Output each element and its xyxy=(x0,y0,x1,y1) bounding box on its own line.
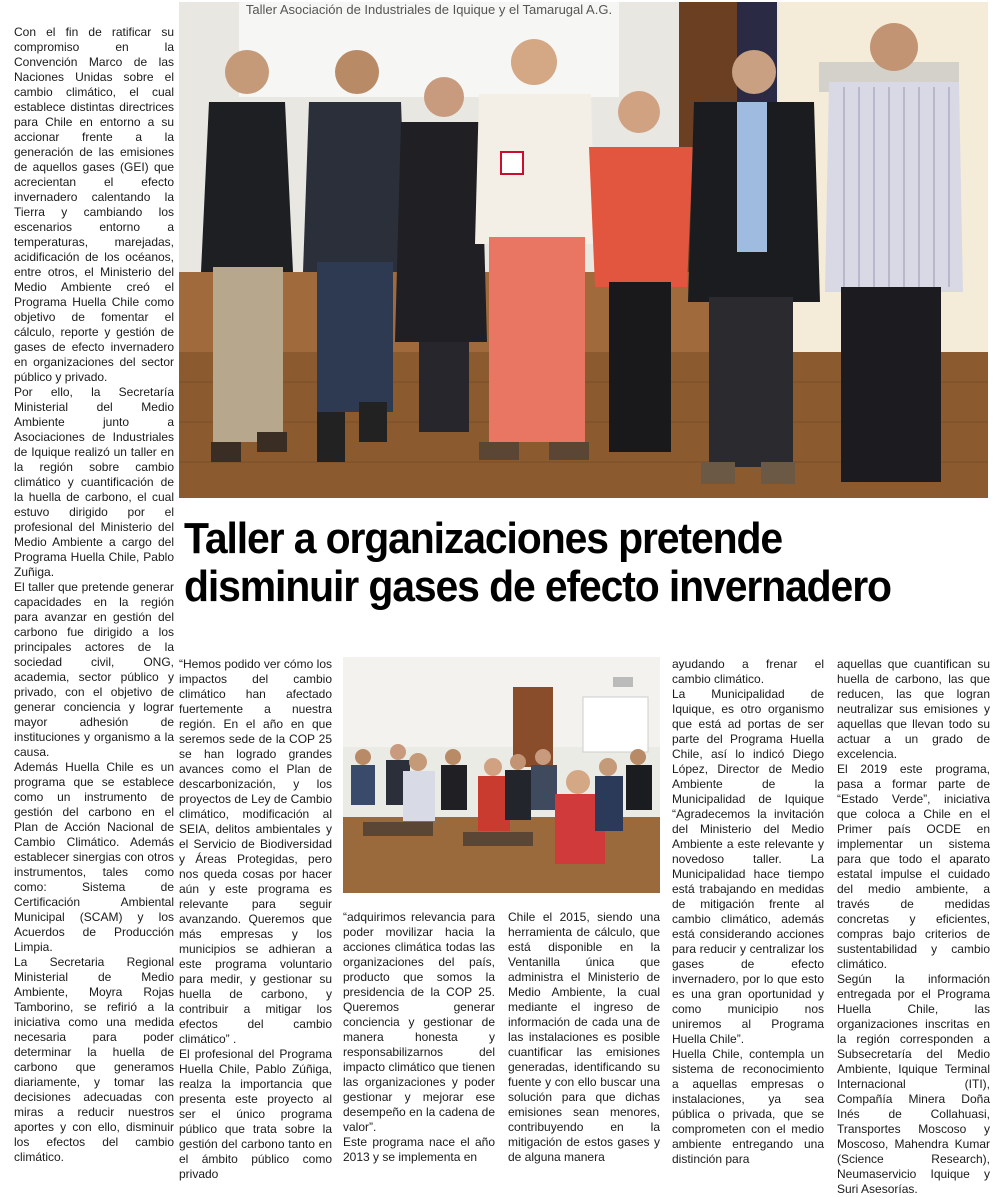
headline-line-1: Taller a organizaciones pretende xyxy=(184,514,782,563)
paragraph: “adquirimos relevancia para poder movilizar hacia la acciones climática todas las organizaciones del país, producto que somos la presidencia de la COP 25. Queremos generar conciencia y gestionar de manera honesta y responsabilizarnos del impacto climático que tienen las organizaciones y poder gestionar y mejorar ese desempeño en la cadena de valor”. xyxy=(343,910,495,1134)
article-column-1 xyxy=(14,25,174,1165)
paragraph: Según la información entregada por el Programa Huella Chile, las organizaciones inscritas en la región corresponden a Subsecretaría del Medio Ambiente, Iquique Terminal Internacional (ITI), Compañía Minera Doña Inés de Collahuasi, Transportes Moscoso y Moscoso, Mahendra Kumar (Science Research), Neumaservicio Iquique y Suri Asesorías. xyxy=(837,972,990,1196)
paragraph: La Municipalidad de Iquique, es otro organismo que está ad portas de ser parte del Programa Huella Chile, así lo indicó Diego López, Director de Medio Ambiente de la Municipalidad de Iquique “Agradecemos la invitación del Ministerio del Medio Ambiente a este relevante y novedoso taller. La Municipalidad hace tiempo está trabajando en medidas de mitigación frente al cambio climático, además está considerando acciones para reducir y centralizar los gases de efecto invernadero, por lo que esto es una gran oportunidad y como municipio nos uniremos al Programa Huella Chile”. xyxy=(672,687,824,1046)
paragraph: Por ello, la Secretaría Ministerial del Medio Ambiente junto a Asociaciones de Industriales de Iquique realizó un taller en la región sobre cambio climático y cuantificación de la huella de carbono, el cual estuvo dirigido por el profesional del Ministerio del Medio Ambiente a cargo del Programa Huella Chile, Pablo Zuñiga. xyxy=(14,385,174,579)
paragraph: El taller que pretende generar capacidades en la región para avanzar en gestión del carbono fue dirigido a los principales actores de la sociedad civil, ONG, academia, sector público y privado, con el objetivo de generar conciencia y lograr mayor adhesión de instituciones y organismo a la causa. xyxy=(14,580,174,759)
paragraph: Además Huella Chile es un programa que se establece como un instrumento de gestión del carbono en el Plan de Acción Nacional de Cambio Climático. Además establecer sinergias con otros instrumentos, tales como como: Sistema de Certificación Ambiental Municipal (SCAM) y los Acuerdos de Producción Limpia. xyxy=(14,760,174,954)
audience-illustration xyxy=(343,657,660,893)
group-photo-illustration xyxy=(179,2,988,498)
article-column-3 xyxy=(343,910,495,1165)
paragraph: Huella Chile, contempla un sistema de reconocimiento a aquellas empresas o instalaciones, ya sea pública o privada, que se comprometen con el medio ambiente entregando una distinción para xyxy=(672,1047,824,1166)
paragraph: ayudando a frenar el cambio climático. xyxy=(672,657,824,686)
paragraph: Con el fin de ratificar su compromiso en la Convención Marco de las Naciones Unidas sobre el cambio climático, el cual establece distintas directrices para Chile en entorno a su accionar frente a la generación de las emisiones de aquellos gases (GEI) que acrecientan el efecto invernadero calentando la Tierra y cambiando los escenarios entorno a temperaturas, marejadas, acidificación de los océanos, entre otros, el Ministerio del Medio Ambiente creó el Programa Huella Chile como objetivo de fomentar el cálculo, reporte y gestión de gases de efecto invernadero en organizaciones del sector público y privado. xyxy=(14,25,174,384)
article-column-2 xyxy=(179,657,332,1182)
paragraph: “Hemos podido ver cómo los impactos del cambio climático han afectado fuertemente a nuestra región. En el año en que seremos sede de la COP 25 se han logrado grandes avances como el Plan de descarbonización, y los proyectos de Ley de Cambio climático, modificación al SEIA, delitos ambientales y el Servicio de Biodiversidad y Áreas Protegidas, pero nos queda cosas por hacer aún y este programa es relevante para seguir avanzando. Queremos que más empresas y los municipios se adhieran a este programa voluntario para medir, y gestionar su huella de carbono, y contribuir a mitigar los efectos del cambio climático” . xyxy=(179,657,332,1046)
audience-photo xyxy=(343,657,660,893)
paragraph: El profesional del Programa Huella Chile, Pablo Zúñiga, realza la importancia que presenta este proyecto al ser el único programa público que trata sobre la gestión del carbono tanto en el ámbito público como privado xyxy=(179,1047,332,1181)
headline-line-2: disminuir gases de efecto invernadero xyxy=(184,562,891,611)
main-photo-group xyxy=(179,2,988,498)
paragraph: Este programa nace el año 2013 y se implementa en xyxy=(343,1135,495,1164)
paragraph: La Secretaria Regional Ministerial de Medio Ambiente, Moyra Rojas Tamborino, se refirió a la iniciativa como una medida necesaria para poder determinar la huella de carbono que generamos diariamente, y tomar las decisiones adecuadas con miras a reducir nuestros aportes y con ello, disminuir los efectos del cambio climático. xyxy=(14,955,174,1164)
paragraph: aquellas que cuantifican su huella de carbono, las que reducen, las que logran neutralizar sus emisiones y aquellas que llevan todo su actuar a un grado de excelencia. xyxy=(837,657,990,761)
article-column-4 xyxy=(508,910,660,1165)
headline xyxy=(184,515,935,611)
paragraph: El 2019 este programa, pasa a formar parte de “Estado Verde”, iniciativa que coloca a Chile en el Primer país OCDE en implementar un sistema para que todo el aparato estatal impulse el cuidado del medio ambiente, a través de medidas concretas y eficientes, compras bajo criterios de sustentabilidad y cambio climático. xyxy=(837,762,990,971)
paragraph: Chile el 2015, siendo una herramienta de cálculo, que está disponible en la Ventanilla única que administra el Ministerio de Medio Ambiente, la cual mediante el ingreso de información de cada una de las instalaciones es posible cuantificar las emisiones generadas, identificando su fuente y con ello buscar una solución para que dichas emisiones sean menores, contribuyendo en la mitigación de estos gases y de alguna manera xyxy=(508,910,660,1164)
article-column-6 xyxy=(837,657,990,1197)
article-column-5 xyxy=(672,657,824,1167)
banner-text: Taller Asociación de Industriales de Iquique y el Tamarugal A.G. xyxy=(245,2,613,17)
